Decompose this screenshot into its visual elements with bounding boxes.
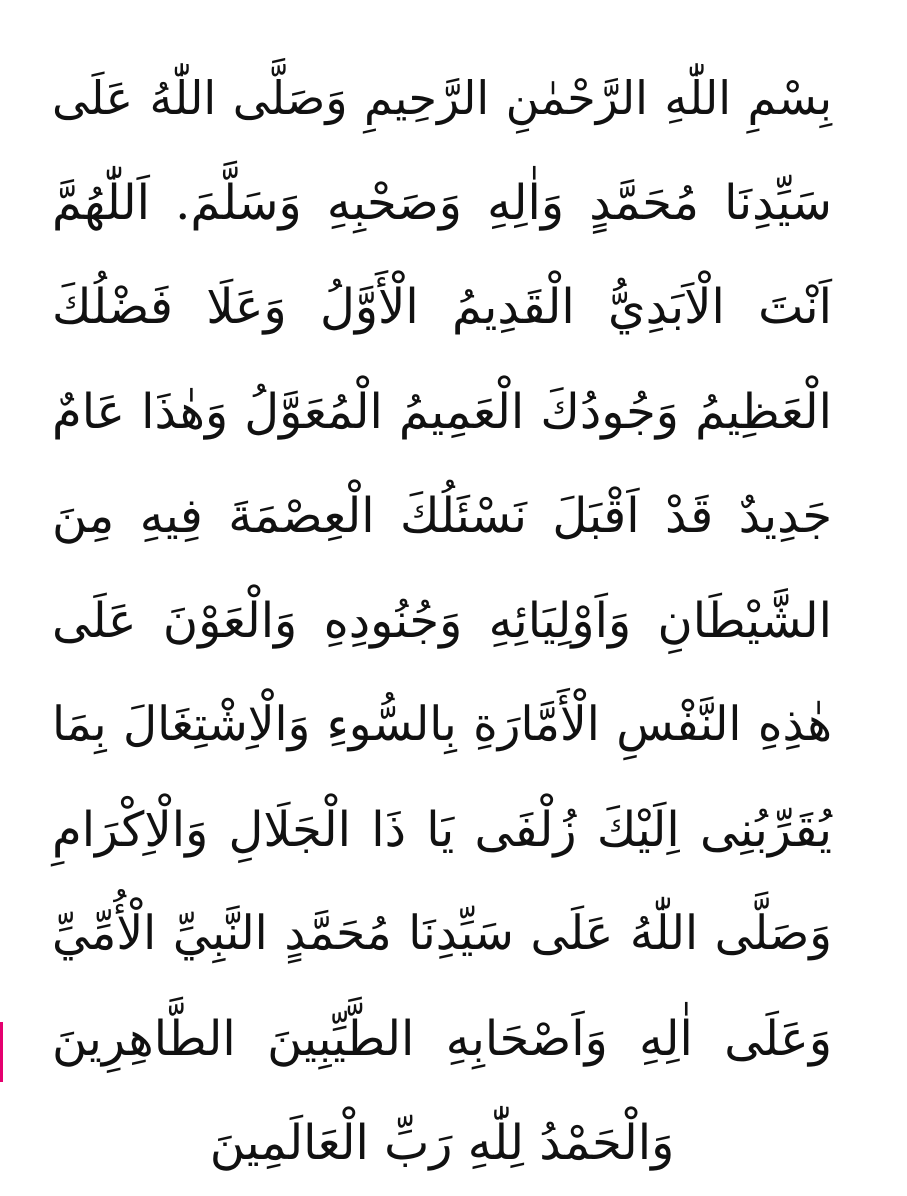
text-line-3: اَنْتَ الْاَبَدِيُّ الْقَدِيمُ الْأَوَّلُ وَعَلَا فَضْلُكَ xyxy=(52,279,832,335)
text-line-9: وَصَلَّى اللّٰهُ عَلَى سَيِّدِنَا مُحَمَّدٍ النَّبِيِّ الْأُمِّيِّ xyxy=(52,906,832,961)
text-line-6: الشَّيْطَانِ وَاَوْلِيَائِهِ وَجُنُودِهِ وَالْعَوْنَ عَلَى xyxy=(52,592,832,649)
text-line-8: يُقَرِّبُنِى اِلَيْكَ زُلْفَى يَا ذَا الْجَلَالِ وَالْاِكْرَامِ xyxy=(52,801,832,858)
text-line-7: هٰذِهِ النَّفْسِ الْأَمَّارَةِ بِالسُّوءِ وَالْاِشْتِغَالَ بِمَا xyxy=(52,697,832,752)
text-line-4: الْعَظِيمُ وَجُودُكَ الْعَمِيمُ الْمُعَوَّلُ وَهٰذَا عَامٌ xyxy=(52,383,832,440)
text-line-10: وَعَلَى اٰلِهِ وَاَصْحَابِهِ الطَّيِّبِينَ الطَّاهِرِينَ xyxy=(52,1010,832,1067)
text-line-5: جَدِيدٌ قَدْ اَقْبَلَ نَسْئَلُكَ الْعِصْمَةَ فِيهِ مِنَ xyxy=(52,488,832,544)
prayer-text xyxy=(52,46,832,1196)
text-line-11: وَالْحَمْدُ لِلّٰهِ رَبِّ الْعَالَمِينَ xyxy=(209,1115,675,1171)
text-line-2: سَيِّدِنَا مُحَمَّدٍ وَاٰلِهِ وَصَحْبِهِ وَسَلَّمَ. اَللّٰهُمَّ xyxy=(52,174,832,231)
page-edge-mark xyxy=(0,1022,3,1082)
text-line-1: بِسْمِ اللّٰهِ الرَّحْمٰنِ الرَّحِيمِ وَصَلَّى اللّٰهُ عَلَى xyxy=(52,71,832,125)
